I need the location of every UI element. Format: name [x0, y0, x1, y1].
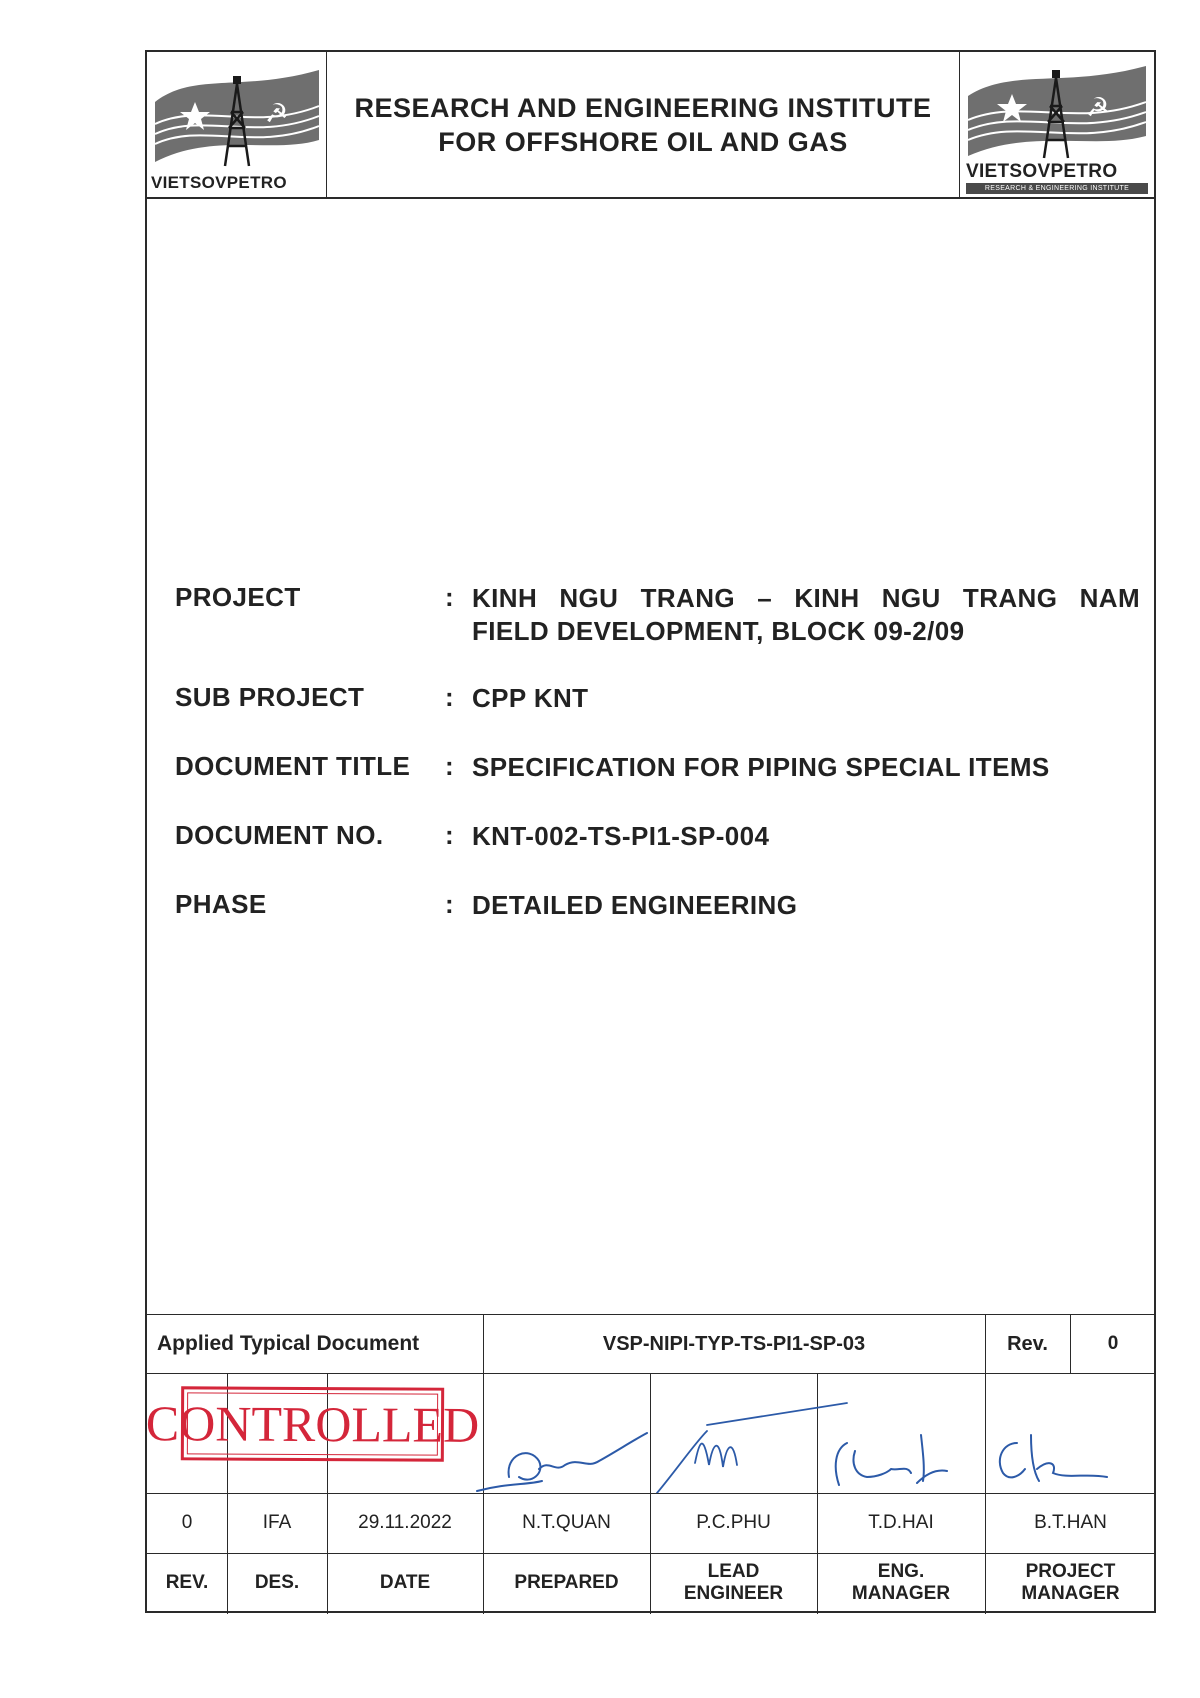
logo-right-text: VIETSOVPETRO	[966, 161, 1118, 182]
title-line-1: RESEARCH AND ENGINEERING INSTITUTE	[354, 92, 932, 123]
controlled-stamp: CONTROLLED	[181, 1386, 444, 1461]
field-colon: :	[445, 751, 455, 781]
row-rev: 0	[181, 1512, 193, 1533]
header-pm-line-1: PROJECT	[1025, 1561, 1116, 1582]
header-project-manager	[985, 1553, 1156, 1613]
field-label: DOCUMENT TITLE	[175, 751, 411, 781]
row-lead-engineer: P.C.PHU	[696, 1512, 771, 1533]
field-label: PROJECT	[175, 582, 301, 612]
title-line-2: FOR OFFSHORE OIL AND GAS	[438, 126, 848, 157]
project-line-1: KINH NGU TRANG – KINH NGU TRANG NAM	[472, 583, 1140, 613]
header-lead-engineer	[650, 1553, 817, 1613]
header	[147, 52, 1154, 199]
document-cover-page	[145, 50, 1156, 1613]
field-colon: :	[445, 582, 455, 612]
institute-title	[327, 52, 959, 197]
header-eng-line-2: MANAGER	[851, 1583, 951, 1604]
rev-label: Rev.	[1007, 1332, 1048, 1355]
row-des: IFA	[262, 1512, 292, 1533]
field-value: DETAILED ENGINEERING	[472, 890, 798, 920]
field-value: CPP KNT	[472, 683, 589, 713]
project-line-2: FIELD DEVELOPMENT, BLOCK 09-2/09	[472, 616, 965, 646]
logo-left-text: VIETSOVPETRO	[151, 173, 287, 192]
applied-typical-value: VSP-NIPI-TYP-TS-PI1-SP-03	[602, 1332, 866, 1355]
revision-table	[147, 1314, 1154, 1613]
field-colon: :	[445, 889, 455, 919]
svg-text:☭: ☭	[1086, 93, 1110, 123]
logo-right-subtext: RESEARCH & ENGINEERING INSTITUTE	[966, 183, 1148, 194]
field-value: SPECIFICATION FOR PIPING SPECIAL ITEMS	[472, 752, 1050, 782]
field-colon: :	[445, 682, 455, 712]
row-project-manager: B.T.HAN	[1034, 1512, 1107, 1533]
header-date: DATE	[379, 1572, 431, 1593]
logo-cell-left	[147, 52, 327, 197]
field-value	[472, 582, 1140, 648]
row-date: 29.11.2022	[358, 1512, 452, 1533]
header-lead-line-2: ENGINEER	[683, 1583, 784, 1604]
row-prepared: N.T.QUAN	[522, 1512, 611, 1533]
field-label: DOCUMENT NO.	[175, 820, 384, 850]
signatures-icon	[147, 1373, 1156, 1493]
vietsovpetro-nipi-logo-icon	[966, 62, 1148, 162]
header-rev: REV.	[165, 1572, 209, 1593]
field-colon: :	[445, 820, 455, 850]
field-label: PHASE	[175, 889, 267, 919]
field-value: KNT-002-TS-PI1-SP-004	[472, 821, 770, 851]
header-prepared: PREPARED	[514, 1572, 619, 1593]
header-eng-line-1: ENG.	[877, 1561, 925, 1582]
header-pm-line-2: MANAGER	[1021, 1583, 1120, 1604]
vietsovpetro-logo-icon	[153, 62, 321, 174]
row-eng-manager: T.D.HAI	[868, 1512, 934, 1533]
rev-value: 0	[1107, 1333, 1119, 1354]
header-lead-line-1: LEAD	[707, 1561, 760, 1582]
applied-typical-label: Applied Typical Document	[157, 1332, 420, 1355]
logo-cell-right	[959, 52, 1154, 197]
header-des: DES.	[254, 1572, 300, 1593]
field-label: SUB PROJECT	[175, 682, 365, 712]
svg-text:☭: ☭	[265, 99, 289, 129]
header-eng-manager	[817, 1553, 985, 1613]
